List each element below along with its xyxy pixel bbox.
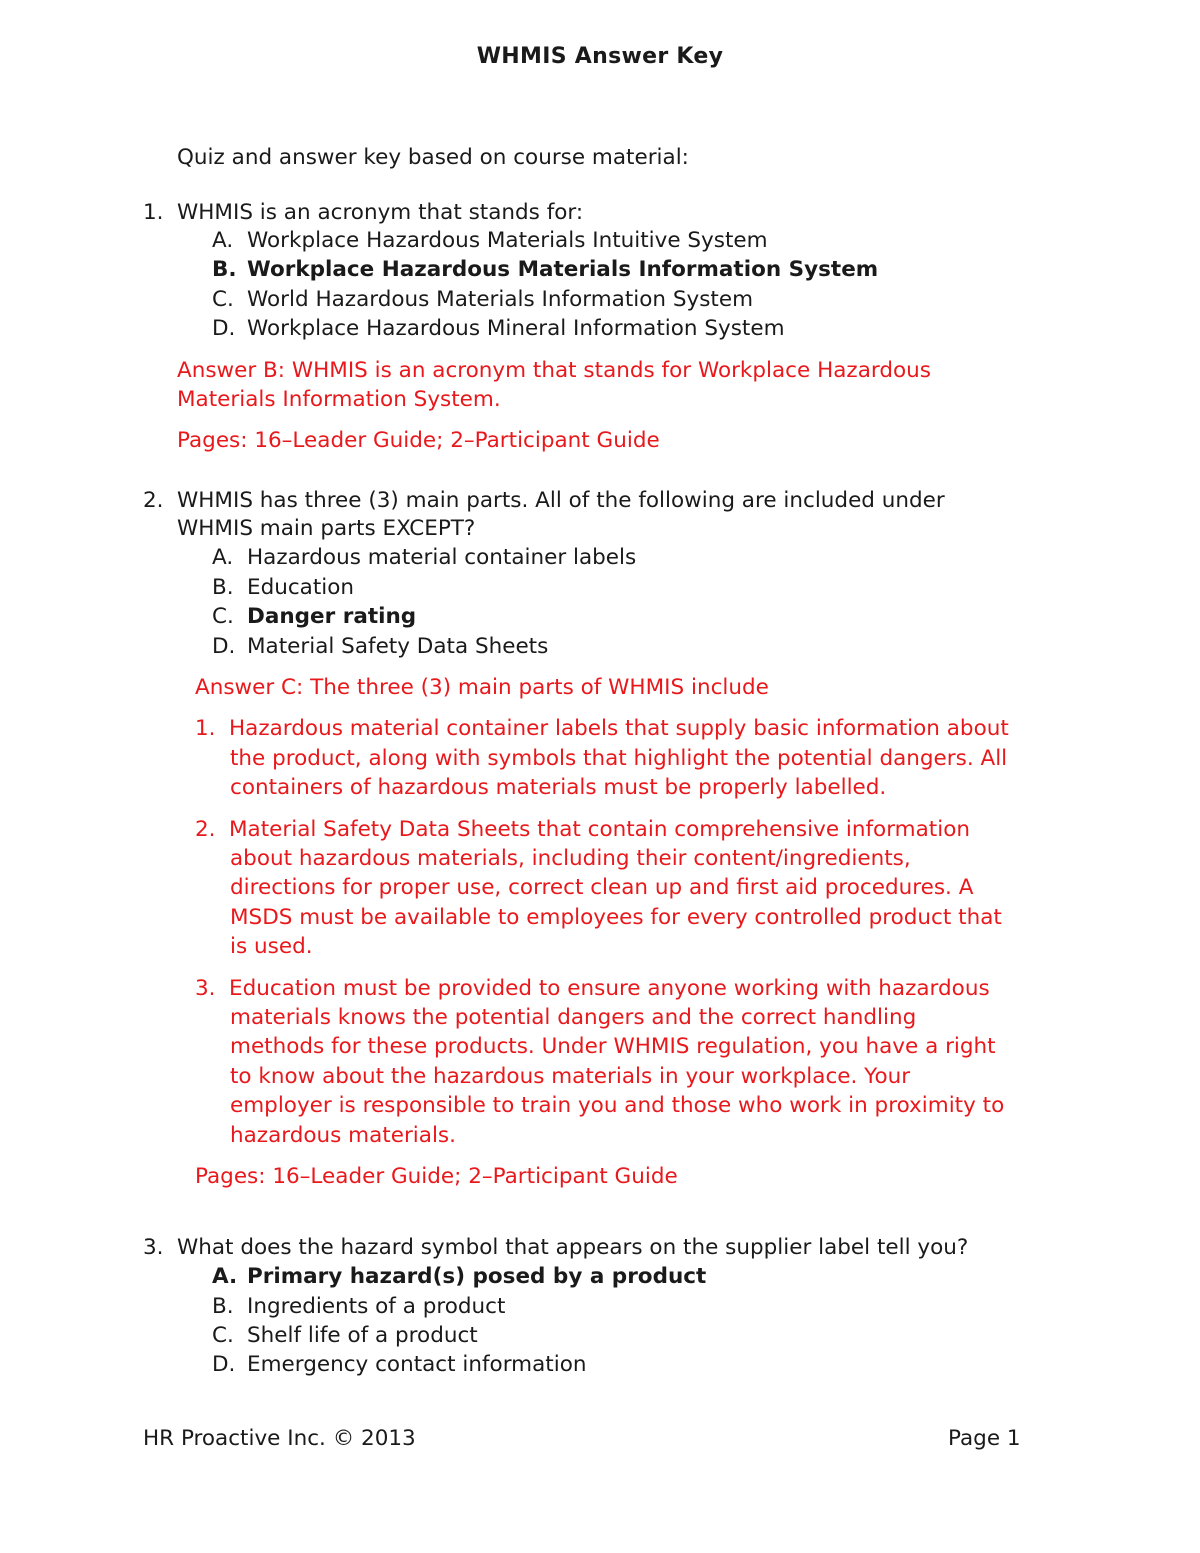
q2-answer-item-2-line: about hazardous materials, including their content/ingredients, [230, 846, 911, 871]
question-number: 1. [143, 200, 164, 225]
q2-option-b: B. Education [212, 575, 355, 600]
question-text: WHMIS is an acronym that stands for: [177, 200, 584, 225]
q1-option-c: C. World Hazardous Materials Information System [212, 287, 754, 312]
q2-answer-item-3-line: materials knows the potential dangers and the correct handling [230, 1005, 917, 1030]
q2-answer-item-2-line: MSDS must be available to employees for every controlled product that [230, 905, 1002, 930]
q2-option-c: C. Danger rating [212, 604, 417, 629]
q1-option-d: D. Workplace Hazardous Mineral Information System [212, 316, 785, 341]
q1-option-a: A. Workplace Hazardous Materials Intuitive System [212, 228, 768, 253]
q3-option-c: C. Shelf life of a product [212, 1323, 478, 1348]
q3-option-b: B. Ingredients of a product [212, 1294, 506, 1319]
q2-answer-item-1-line: containers of hazardous materials must be properly labelled. [230, 775, 887, 800]
q2-answer-item-1: 1. Hazardous material container labels that supply basic information about [195, 716, 1009, 741]
q2-answer-item-3-line: hazardous materials. [230, 1123, 456, 1148]
question-1 [143, 198, 583, 228]
question-text-line-1: WHMIS has three (3) main parts. All of the following are included under [177, 488, 945, 513]
q2-answer-item-2: 2. Material Safety Data Sheets that contain comprehensive information [195, 817, 970, 842]
question-text-line-2: WHMIS main parts EXCEPT? [177, 516, 476, 541]
q2-answer-item-1-line: the product, along with symbols that highlight the potential dangers. All [230, 746, 1008, 771]
q1-option-b: B. Workplace Hazardous Materials Information System [212, 257, 879, 282]
question-3 [143, 1233, 968, 1263]
q2-answer-item-3-line: to know about the hazardous materials in your workplace. Your [230, 1064, 911, 1089]
q2-answer-item-2-line: directions for proper use, correct clean up and first aid procedures. A [230, 875, 974, 900]
q2-answer-intro: Answer C: The three (3) main parts of WHMIS include [195, 675, 769, 700]
q1-answer-line-1: Answer B: WHMIS is an acronym that stands for Workplace Hazardous [177, 358, 931, 383]
q2-option-a: A. Hazardous material container labels [212, 545, 637, 570]
question-2 [143, 486, 945, 516]
q1-answer-line-2: Materials Information System. [177, 387, 501, 412]
q2-option-d: D. Material Safety Data Sheets [212, 634, 549, 659]
question-text: What does the hazard symbol that appears on the supplier label tell you? [177, 1235, 969, 1260]
q2-answer-item-2-line: is used. [230, 934, 313, 959]
q2-answer-item-3-line: employer is responsible to train you and those who work in proximity to [230, 1093, 1005, 1118]
intro-text: Quiz and answer key based on course material: [177, 145, 689, 170]
q3-option-a: A. Primary hazard(s) posed by a product [212, 1264, 707, 1289]
footer-copyright: HR Proactive Inc. © 2013 [143, 1426, 416, 1451]
q3-option-d: D. Emergency contact information [212, 1352, 587, 1377]
q1-pages: Pages: 16–Leader Guide; 2–Participant Guide [177, 428, 660, 453]
question-number: 3. [143, 1235, 164, 1260]
q2-pages: Pages: 16–Leader Guide; 2–Participant Guide [195, 1164, 678, 1189]
q2-answer-item-3-line: methods for these products. Under WHMIS regulation, you have a right [230, 1034, 996, 1059]
q2-answer-item-3: 3. Education must be provided to ensure anyone working with hazardous [195, 976, 990, 1001]
footer-page-number: Page 1 [948, 1426, 1021, 1451]
page-title: WHMIS Answer Key [476, 44, 724, 69]
question-number: 2. [143, 488, 164, 513]
